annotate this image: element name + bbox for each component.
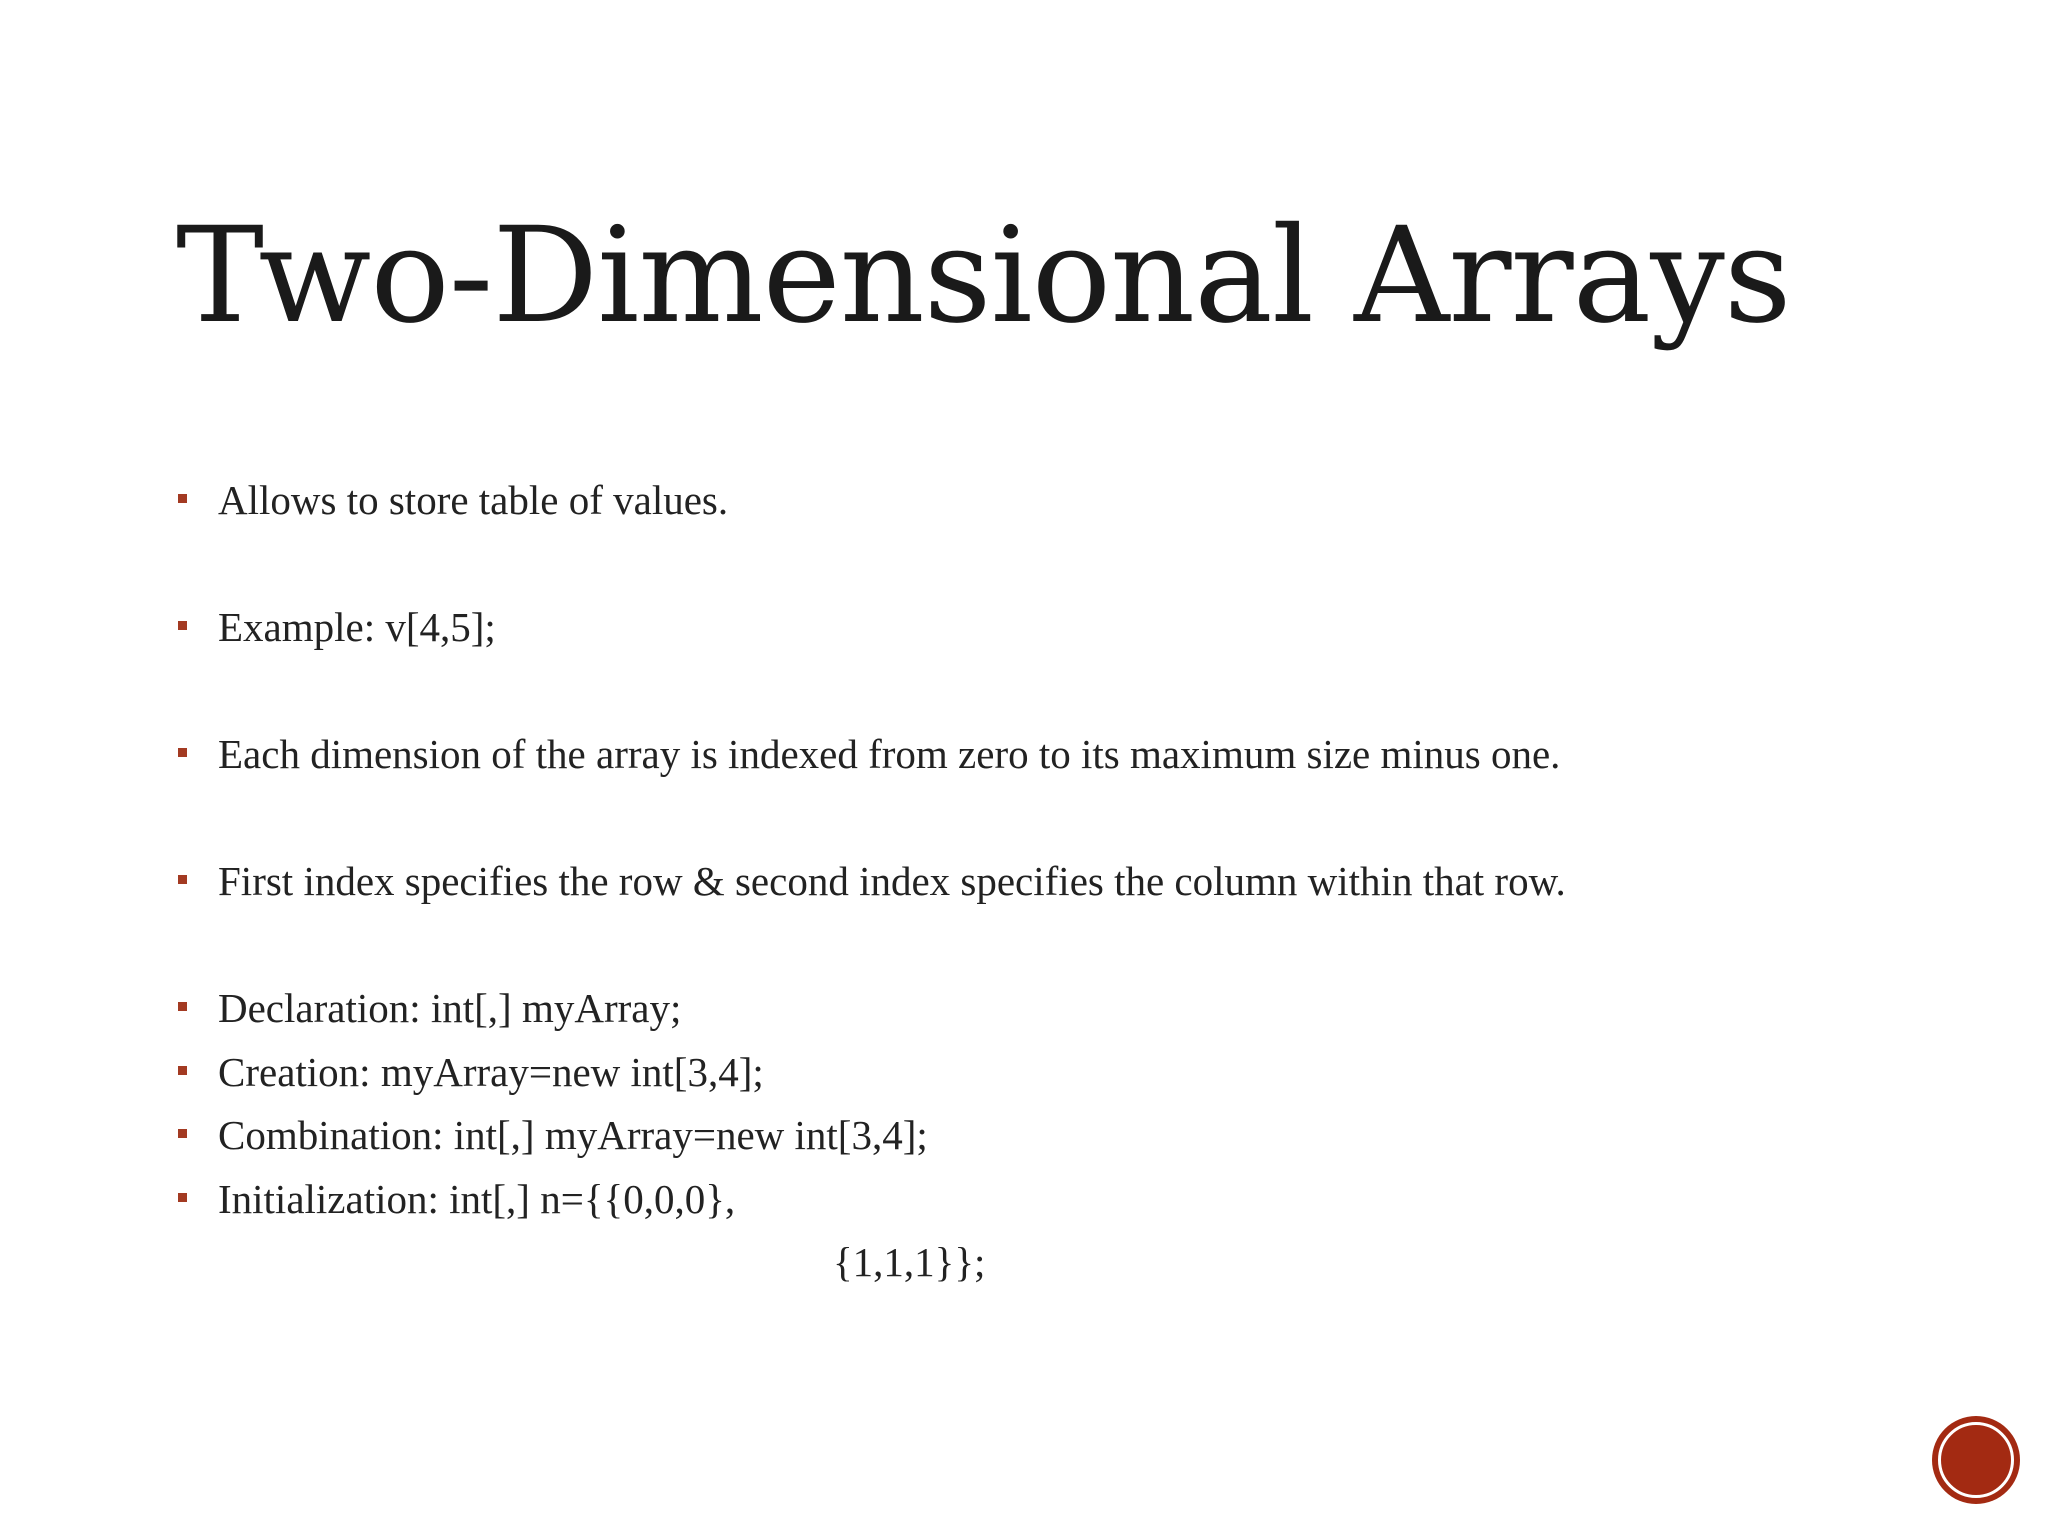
bullet-item: [176, 1042, 1976, 1102]
bullet-item: [176, 978, 1976, 1038]
bullet-item: [176, 597, 1976, 657]
bullet-text: Combination: int[,] myArray=new int[3,4];: [218, 1112, 928, 1158]
slide-title: Two-Dimensional Arrays: [176, 199, 1791, 353]
square-bullet-icon: [178, 494, 187, 503]
corner-circle-icon: [1932, 1416, 2020, 1504]
bullet-item: [176, 1105, 1976, 1165]
bullet-text: Allows to store table of values.: [218, 477, 729, 523]
square-bullet-icon: [178, 748, 187, 757]
bullet-item: [176, 851, 1976, 911]
square-bullet-icon: [178, 621, 187, 630]
bullet-item: [176, 1169, 1976, 1229]
square-bullet-icon: [178, 1066, 187, 1075]
square-bullet-icon: [178, 1002, 187, 1011]
initialization-continuation: {1,1,1}};: [833, 1239, 986, 1285]
bullet-text: Creation: myArray=new int[3,4];: [218, 1049, 764, 1095]
square-bullet-icon: [178, 875, 187, 884]
bullet-text: Declaration: int[,] myArray;: [218, 985, 682, 1031]
bullet-item: [176, 470, 1976, 530]
bullet-text: Initialization: int[,] n={{0,0,0},: [218, 1176, 736, 1222]
bullet-text: First index specifies the row & second index specifies the column within that row.: [218, 858, 1566, 904]
square-bullet-icon: [178, 1193, 187, 1202]
corner-ring: [1938, 1422, 2014, 1498]
square-bullet-icon: [178, 1129, 187, 1138]
bullet-text: Example: v[4,5];: [218, 604, 496, 650]
bullet-text: Each dimension of the array is indexed from zero to its maximum size minus one.: [218, 731, 1561, 777]
bullet-item: [176, 724, 1976, 784]
